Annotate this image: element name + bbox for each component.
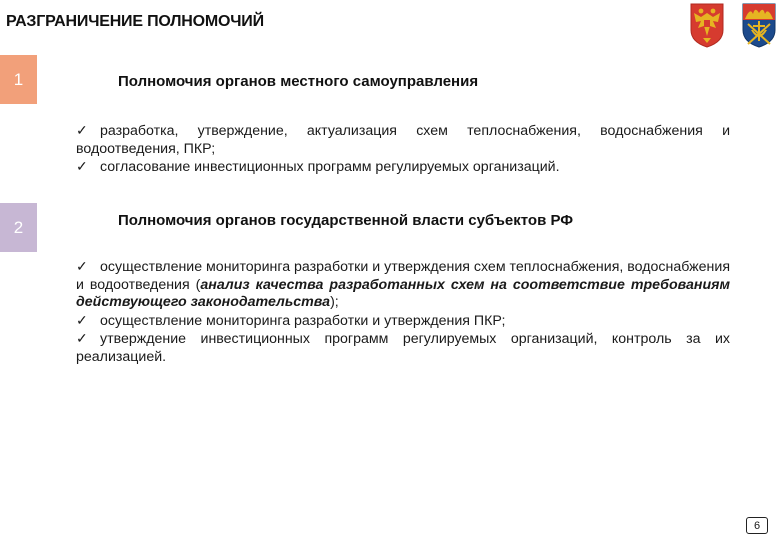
list-item xyxy=(76,122,730,158)
section-1-list xyxy=(76,122,730,177)
list-item-tail: ); xyxy=(330,294,339,310)
section-heading: Полномочия органов государственной власти субъектов РФ xyxy=(118,212,574,229)
list-item-text: согласование инвестиционных программ регулируемых организаций. xyxy=(100,159,560,175)
murmansk-coat-of-arms-icon xyxy=(741,2,777,48)
checkmark-icon: ✓ xyxy=(76,311,88,328)
list-item-text: осуществление мониторинга разработки и утверждения ПКР; xyxy=(100,312,506,329)
checkmark-icon: ✓ xyxy=(76,258,88,274)
list-item xyxy=(76,312,730,331)
page-number: 6 xyxy=(746,517,768,534)
checkmark-icon: ✓ xyxy=(76,158,88,174)
list-item xyxy=(76,330,730,366)
checkmark-icon: ✓ xyxy=(76,330,88,346)
list-item-text: утверждение инвестиционных программ регулируемых организаций, контроль за их реализацией. xyxy=(76,331,730,365)
list-item-emphasis: анализ качества разработанных схем на соответствие требованиям действующего законодательства xyxy=(76,276,730,310)
list-item xyxy=(76,158,730,177)
section-number-badge: 1 xyxy=(0,55,37,104)
list-item xyxy=(76,258,730,312)
checkmark-icon: ✓ xyxy=(76,122,88,138)
list-item-text: разработка, утверждение, актуализация схем теплоснабжения, водоснабжения и водоотведения, ПКР; xyxy=(76,123,730,157)
list-item-text: осуществление мониторинга разработки и утверждения схем теплоснабжения, водоснабжения и водоотведения ( xyxy=(76,259,730,293)
section-number-badge: 2 xyxy=(0,203,37,252)
slide-title: РАЗГРАНИЧЕНИЕ ПОЛНОМОЧИЙ xyxy=(6,13,264,30)
russia-coat-of-arms-icon xyxy=(689,2,725,48)
section-2-list xyxy=(76,258,730,366)
section-heading: Полномочия органов местного самоуправления xyxy=(118,73,479,90)
